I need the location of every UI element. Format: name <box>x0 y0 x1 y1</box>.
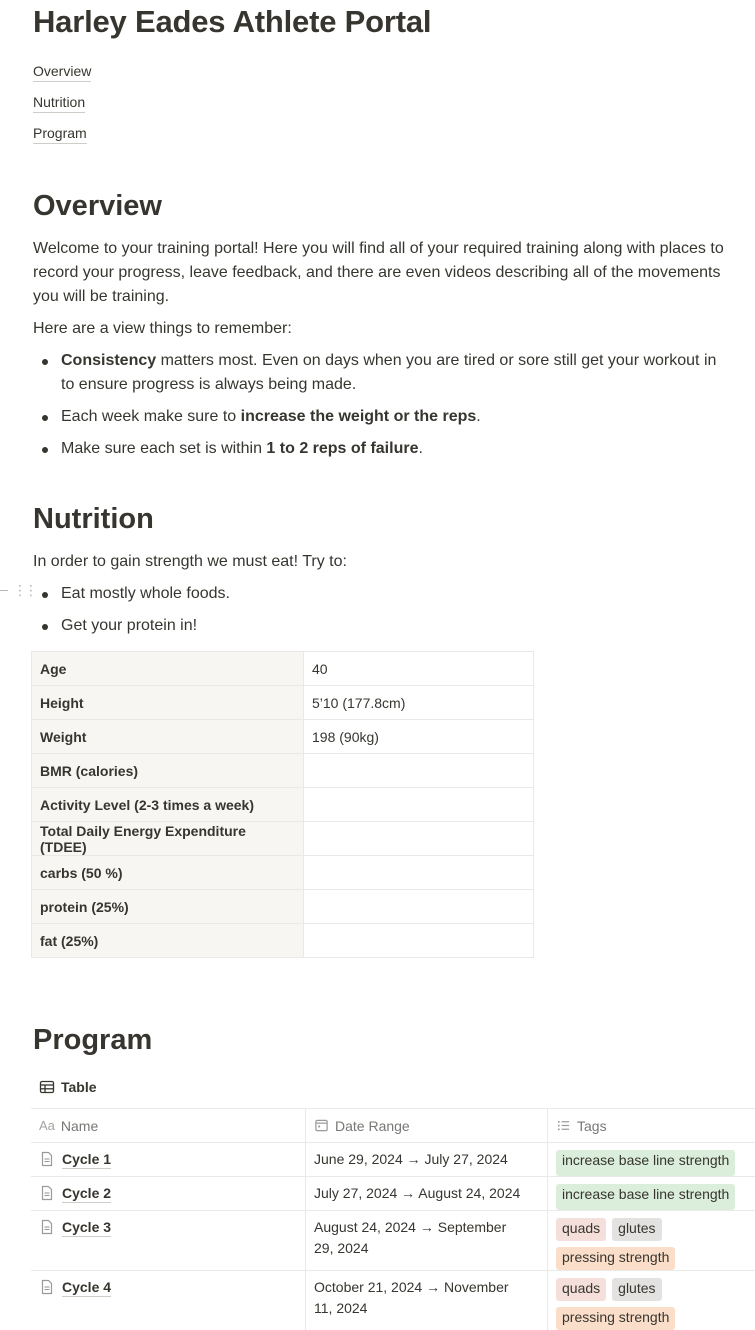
row-name: Cycle 2 <box>62 1185 112 1201</box>
column-header-label: Name <box>60 1117 99 1134</box>
table-row <box>32 686 534 720</box>
row-label: Total Daily Energy Expenditure (TDEE) <box>32 822 304 856</box>
tags-cell[interactable] <box>548 1271 755 1330</box>
name-cell <box>31 1211 306 1270</box>
tags-cell[interactable] <box>548 1143 755 1176</box>
nutrition-table <box>31 651 534 958</box>
cycle-2-link[interactable] <box>39 1185 111 1210</box>
overview-heading: Overview <box>33 190 162 222</box>
date-line-2: 29, 2024 <box>314 1240 369 1256</box>
drag-handle-icon[interactable]: ⋮⋮ <box>13 582 35 598</box>
row-value[interactable] <box>304 822 534 856</box>
item-text: Make sure each set is within <box>61 440 267 457</box>
row-value[interactable] <box>304 924 534 958</box>
list-item <box>13 582 733 606</box>
tags-cell[interactable] <box>548 1177 755 1210</box>
toc-link-overview[interactable]: Overview <box>33 62 91 82</box>
toc-link-nutrition[interactable]: Nutrition <box>33 93 85 113</box>
calendar-icon <box>314 1118 329 1133</box>
column-header-tags[interactable] <box>548 1109 755 1142</box>
nutrition-intro: In order to gain strength we must eat! Try to: <box>33 553 347 570</box>
table-row <box>31 1271 755 1330</box>
tag-badge: pressing strength <box>556 1247 675 1270</box>
view-tab-label: Table <box>61 1079 97 1095</box>
item-text: Get your protein in! <box>61 617 198 634</box>
row-name: Cycle 4 <box>62 1279 112 1295</box>
column-header-label: Tags <box>577 1117 607 1134</box>
tag-badge: quads <box>556 1218 606 1241</box>
table-row <box>31 1177 755 1211</box>
tag-badge: glutes <box>612 1278 661 1301</box>
table-row <box>32 652 534 686</box>
overview-bullet-list <box>33 349 733 469</box>
program-database <box>31 1108 755 1330</box>
program-heading: Program <box>33 1024 153 1056</box>
row-label: fat (25%) <box>32 924 304 958</box>
row-label: Age <box>32 652 304 686</box>
table-row <box>32 856 534 890</box>
row-name: Cycle 1 <box>62 1151 112 1167</box>
column-header-row <box>31 1108 755 1143</box>
table-row <box>32 754 534 788</box>
table-row <box>32 890 534 924</box>
list-item <box>33 437 733 461</box>
row-value[interactable] <box>304 890 534 924</box>
table-row <box>32 788 534 822</box>
date-cell[interactable] <box>306 1271 548 1330</box>
list-item <box>33 349 733 397</box>
name-cell <box>31 1177 306 1210</box>
row-value[interactable] <box>304 754 534 788</box>
toc-link-program[interactable]: Program <box>33 124 87 144</box>
tags-cell[interactable] <box>548 1211 755 1270</box>
column-header-name[interactable] <box>31 1109 306 1142</box>
table-row <box>31 1211 755 1271</box>
item-text: . <box>418 440 423 457</box>
row-value[interactable]: 40 <box>304 652 534 686</box>
page-icon <box>39 1279 55 1295</box>
date-cell[interactable] <box>306 1211 548 1270</box>
page-icon <box>39 1219 55 1235</box>
row-name: Cycle 3 <box>62 1219 112 1235</box>
row-label: BMR (calories) <box>32 754 304 788</box>
nutrition-bullet-list <box>13 582 733 646</box>
date-line-1: October 21, 2024 → November <box>314 1279 509 1295</box>
date-cell[interactable] <box>306 1177 548 1210</box>
bold-text: Consistency <box>61 352 157 369</box>
row-value[interactable]: 198 (90kg) <box>304 720 534 754</box>
page-title: Harley Eades Athlete Portal <box>33 4 432 39</box>
column-header-label: Date Range <box>335 1117 410 1134</box>
cycle-1-link[interactable] <box>39 1151 111 1176</box>
cycle-4-link[interactable] <box>39 1279 111 1330</box>
item-text: Each week make sure to <box>61 408 241 425</box>
overview-intro: Welcome to your training portal! Here you will find all of your required training along with places to record your progress, leave feedback, and there are even videos describing all of the movements you will be training. <box>33 240 724 305</box>
text-property-icon: Aa <box>39 1118 55 1133</box>
date-line-2: 11, 2024 <box>314 1300 368 1316</box>
row-label: protein (25%) <box>32 890 304 924</box>
row-label: Height <box>32 686 304 720</box>
item-text: . <box>476 408 481 425</box>
name-cell <box>31 1271 306 1330</box>
column-header-date[interactable] <box>306 1109 548 1142</box>
table-row <box>32 720 534 754</box>
page-icon <box>39 1151 55 1167</box>
item-text: Eat mostly whole foods. <box>61 585 230 602</box>
page-icon <box>39 1185 55 1201</box>
row-label: Weight <box>32 720 304 754</box>
date-range: June 29, 2024 → July 27, 2024 <box>314 1151 508 1167</box>
overview-reminder-lead: Here are a view things to remember: <box>33 320 292 337</box>
row-label: carbs (50 %) <box>32 856 304 890</box>
table-icon <box>39 1079 55 1095</box>
table-row <box>31 1143 755 1177</box>
table-of-contents <box>33 62 91 155</box>
tag-badge: quads <box>556 1278 606 1301</box>
bold-text: increase the weight or the reps <box>240 408 477 425</box>
date-line-1: August 24, 2024 → September <box>314 1219 507 1235</box>
table-row <box>32 924 534 958</box>
row-value[interactable] <box>304 856 534 890</box>
view-tab-table[interactable] <box>39 1079 97 1095</box>
name-cell <box>31 1143 306 1176</box>
date-range <box>314 1217 506 1270</box>
bold-text: 1 to 2 reps of failure <box>266 440 419 457</box>
tag-badge: pressing strength <box>556 1307 675 1330</box>
item-text: matters most. Even on days when you are tired or sore still get your workout in to ensure progress is always being made. <box>61 352 717 393</box>
row-value[interactable]: 5’10 (177.8cm) <box>304 686 534 720</box>
date-range <box>314 1277 509 1330</box>
tag-badge: increase base line strength <box>556 1184 735 1210</box>
tag-badge: glutes <box>612 1218 661 1241</box>
list-item <box>33 405 733 429</box>
nutrition-heading: Nutrition <box>33 503 154 535</box>
table-row <box>32 822 534 856</box>
tag-badge: increase base line strength <box>556 1150 735 1176</box>
cycle-3-link[interactable] <box>39 1219 111 1270</box>
row-value[interactable] <box>304 788 534 822</box>
multi-select-icon <box>556 1118 571 1133</box>
row-label: Activity Level (2-3 times a week) <box>32 788 304 822</box>
block-guide-line <box>0 590 8 591</box>
date-range: July 27, 2024 → August 24, 2024 <box>314 1185 521 1201</box>
list-item <box>33 614 733 638</box>
date-cell[interactable] <box>306 1143 548 1176</box>
